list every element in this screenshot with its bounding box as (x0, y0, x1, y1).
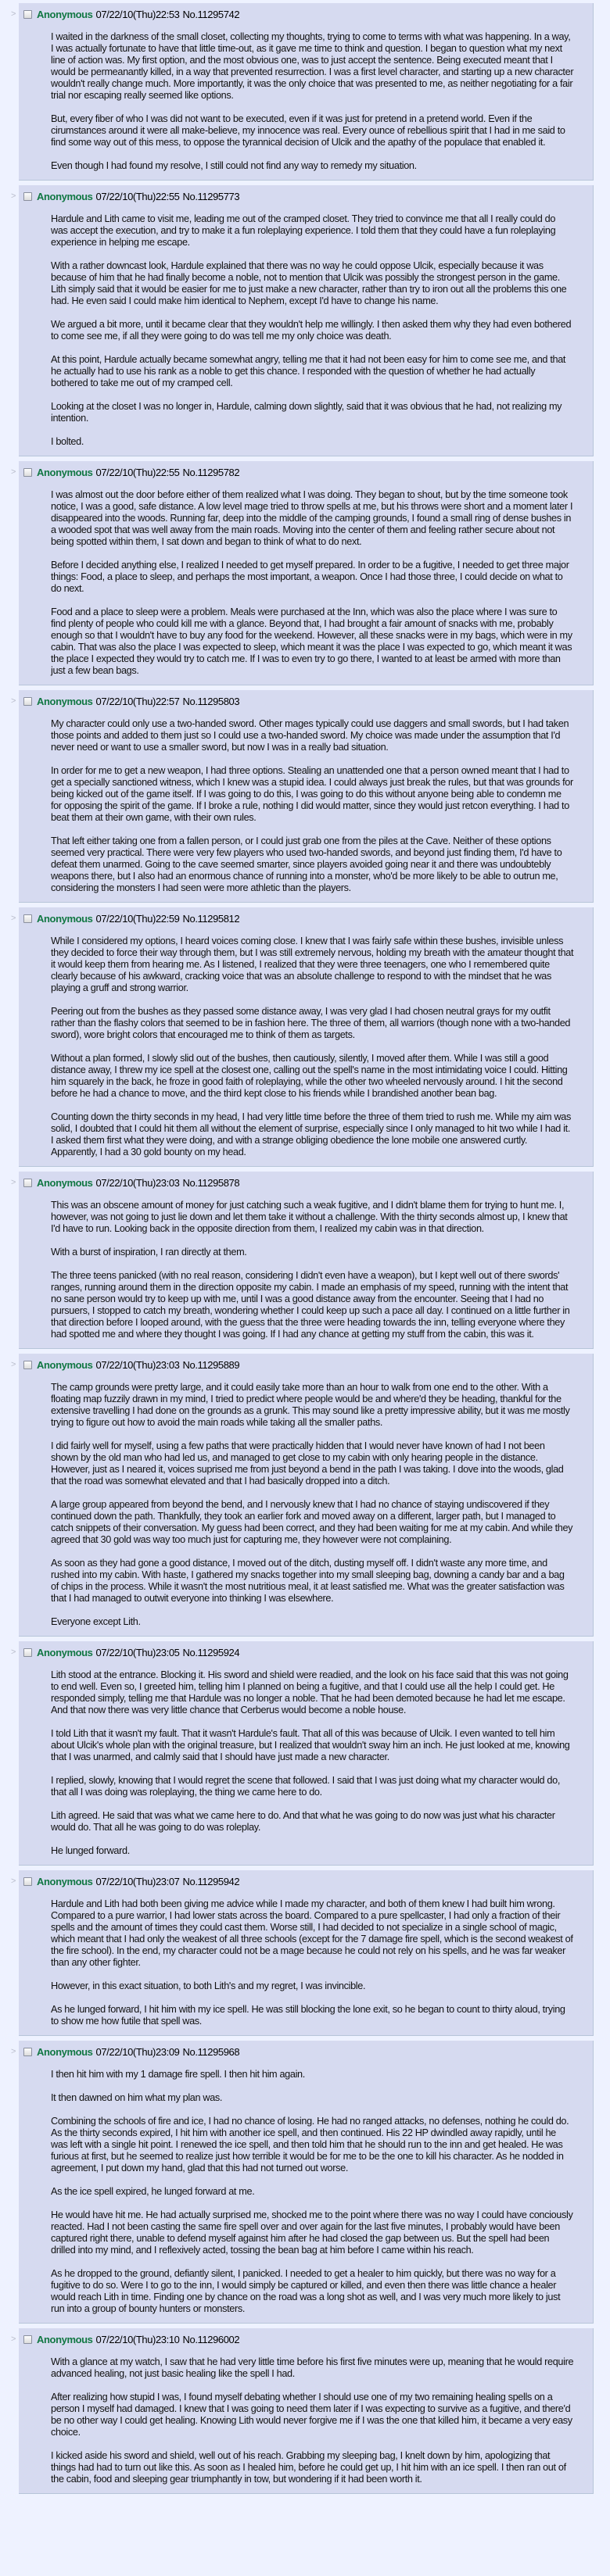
post-header (19, 190, 593, 202)
post-paragraph: As soon as they had gone a good distance, I moved out of the ditch, dusting myself off. I didn't waste any more time, and rushed into my cabin. With haste, I gathered my snacks together into my small sleeping bag, downing a candy bar and a bag of chips in the process. While it wasn't the most nutritious meal, it at least satisfied me. What was the greater satisfaction was that I had managed to outwit everyone into thinking I was elsewhere. (51, 1558, 565, 1604)
post-body (51, 718, 574, 894)
select-post-checkbox[interactable] (23, 1179, 32, 1187)
reply-arrow-icon: > (11, 696, 16, 706)
reply-post (19, 461, 594, 685)
post-paragraph: That left either taking one from a fallen person, or I could just grab one from the piles at the Cave. Neither of these options seemed very practical. There were very few players who used two-handed swords, and beyond just finding them, I'd have to defeat them unarmed. Going to the cave seemed smarter, since players avoided going near it and there was undoubtebly weapons there, but I also had an enormous chance of running into a monster, who'd be more likely to be able to outrun me, considering the monsters I had seen were more athletic than the players. (51, 835, 562, 893)
post-number-link[interactable]: No.11295942 (182, 1875, 240, 1887)
post-header (19, 1875, 593, 1887)
post-paragraph: My character could only use a two-handed sword. Other mages typically could use daggers and small swords, but I had taken those points and added to them just so I could use a two-handed sword. My choice was made under the assumption that I'd never need or want to use a smaller sword, but now I was in a really bad situation. (51, 718, 569, 753)
post-paragraph: The three teens panicked (with no real reason, considering I didn't even have a weapon), but I kept well out of there swords' ranges, running around them in the direction opposite my cabin. I made an emphasis of my speed, running with the intent that no sane person would try to keep up with me, until I was a good distance away from the encounter. Seeing that I had no pursuers, I stopped to catch my breath, wondering whether I could keep up such a pace all day. I continued on a little further in that direction before I looped around, with the guess that the three were heading towards the inn, telling everyone where they had spotted me and where they thought I was going. If I had any chance at getting my stuff from the cabin, this was it. (51, 1270, 570, 1340)
post-paragraph: However, in this exact situation, to both Lith's and my regret, I was invincible. (51, 1980, 366, 1991)
reply-row (0, 690, 610, 903)
reply-row (0, 1172, 610, 1349)
poster-name: Anonymous (37, 1875, 93, 1887)
post-number-link[interactable]: No.11295878 (182, 1176, 240, 1189)
post-paragraph: As he dropped to the ground, defiantly silent, I panicked. I needed to get a healer to him quickly, but there was no way for a fugitive to do so. Were I to go to the inn, I would simply be captured or killed, and even then there was little chance a healer would reach Lith in time. Finding one by chance on the road was a long shot as well, and I was very much more likely to just run into a group of bounty hunters or monsters. (51, 2268, 561, 2314)
select-post-checkbox[interactable] (23, 10, 32, 19)
reply-arrow-icon: > (11, 2334, 16, 2344)
post-body (51, 1669, 574, 1857)
select-post-checkbox[interactable] (23, 914, 32, 923)
select-post-checkbox[interactable] (23, 1648, 32, 1657)
post-paragraph: Even though I had found my resolve, I still could not find any way to remedy my situation. (51, 160, 417, 171)
select-post-checkbox[interactable] (23, 468, 32, 477)
post-paragraph: I replied, slowly, knowing that I would regret the scene that followed. I said that I was just doing what my character would do, that all I was doing was roleplaying, the thing we came here to do. (51, 1775, 561, 1798)
select-post-checkbox[interactable] (23, 2335, 32, 2344)
post-paragraph: I kicked aside his sword and shield, well out of his reach. Grabbing my sleeping bag, I knelt down by him, apologizing that things had had to turn out like this. As soon as I healed him, before he could get up, I hit him with an ice spell. I then ran out of the cabin, food and sleeping gear triumphantly in tow, but wondering if it had been worth it. (51, 2450, 566, 2485)
reply-post (19, 2328, 594, 2494)
post-number-link[interactable]: No.11295803 (182, 695, 240, 707)
post-body (51, 2356, 574, 2485)
post-body (51, 2069, 574, 2315)
reply-post (19, 690, 594, 903)
post-header (19, 1358, 593, 1371)
post-date: 07/22/10(Thu)23:07 (95, 1875, 180, 1887)
post-header (19, 8, 593, 20)
post-paragraph: Lith agreed. He said that was what we came here to do. And that what he was going to do now was just what his character would do. That all he was going to do was roleplay. (51, 1810, 555, 1833)
post-paragraph: Looking at the closet I was no longer in, Hardule, calming down slightly, said that it was obvious that he had, not realizing my intention. (51, 401, 562, 424)
post-paragraph: But, every fiber of who I was did not want to be executed, even if it was just for pretend in a pretend world. Even if the cirumstances around it were all make-believe, my innocence was real. Every ounce of rebellious spirit that I had in me said to find some way out of this mess, to oppose the tyrannical decision of Ulcik and the apathy of the populace that enabled it. (51, 113, 565, 148)
reply-arrow-icon: > (11, 914, 16, 923)
post-paragraph: Lith stood at the entrance. Blocking it. His sword and shield were readied, and the look on his face said that this was not going to end well. Even so, I greeted him, telling him I planned on being a fugitive, and that I could use all the help I could get. He responded simply, telling me that Hardule was no longer a noble. That he had been demoted because he had let me escape. And that now there was very little chance that Cerberus would become a noble house. (51, 1669, 569, 1716)
post-paragraph: He would have hit me. He had actually surprised me, shocked me to the point where there was no way I could have conciously reacted. Had I not been casting the same fire spell over and over again for the last five minutes, I probably would have been captured right there, unable to defend myself against him after he had closed the gap between us. But the spell had been drilled into my mind, and I reflexively acted, tossing the bean bag at him before I came within his reach. (51, 2209, 573, 2256)
poster-name: Anonymous (37, 695, 93, 707)
reply-arrow-icon: > (11, 467, 16, 477)
reply-arrow-icon: > (11, 2047, 16, 2056)
post-paragraph: In order for me to get a new weapon, I had three options. Stealing an unattended one that a person owned meant that I had to get a specially sanctioned witness, which I knew was a stupid idea. I could always just break the rules, but that was grounds for being kicked out of the game itself. If I was going to do this, I was going to do this without anyone being able to condemn me for opposing the spirit of the game. If I broke a rule, nothing I did would matter, since they would just retcon everything. I had to beat them at their own game, with their own rules. (51, 765, 573, 823)
reply-post (19, 907, 594, 1167)
post-paragraph: I was almost out the door before either of them realized what I was doing. They began to shout, but by the time someone took notice, I was a good, safe distance. A low level mage tried to throw spells at me, but his throws were short and a moment later I disappeared into the woods. Running far, deep into the middle of the camping grounds, I found a small ring of dense bushes in a wooded spot that was well away from the main roads. Moving into the center of them and feeling rather secure about not being spotted within them, I sat down and began to think of what to do next. (51, 489, 573, 547)
post-date: 07/22/10(Thu)22:53 (95, 8, 180, 20)
post-body (51, 213, 574, 448)
reply-row (0, 2328, 610, 2494)
post-number-link[interactable]: No.11295889 (182, 1358, 240, 1371)
reply-row (0, 907, 610, 1167)
poster-name: Anonymous (37, 912, 93, 925)
post-number-link[interactable]: No.11296002 (182, 2333, 240, 2345)
post-paragraph: I told Lith that it wasn't my fault. That it wasn't Hardule's fault. That all of this was because of Ulcik. I even wanted to tell him about Ulcik's whole plan with the original treasure, but I realized that wouldn't sway him an inch. He just looked at me, knowing that I was unarmed, and calmly said that I should have just made a new character. (51, 1728, 570, 1762)
reply-row (0, 1870, 610, 2036)
post-paragraph: It then dawned on him what my plan was. (51, 2092, 223, 2103)
post-body (51, 1200, 574, 1340)
select-post-checkbox[interactable] (23, 192, 32, 201)
select-post-checkbox[interactable] (23, 1361, 32, 1369)
reply-arrow-icon: > (11, 1178, 16, 1187)
post-number-link[interactable]: No.11295924 (182, 1646, 240, 1658)
post-paragraph: Counting down the thirty seconds in my head, I had very little time before the three of them tried to rush me. While my aim was solid, I doubted that I could hit them all without the element of surprise, especially since I only managed to hit two while I had it. I asked them first what they were doing, and with a strange obliging obedience the lone mobile one answered curtly. Apparently, I had a 30 gold bounty on my head. (51, 1111, 571, 1157)
poster-name: Anonymous (37, 2045, 93, 2058)
reply-row (0, 3, 610, 181)
poster-name: Anonymous (37, 190, 93, 202)
reply-arrow-icon: > (11, 9, 16, 19)
reply-row (0, 2041, 610, 2324)
post-date: 07/22/10(Thu)22:57 (95, 695, 180, 707)
select-post-checkbox[interactable] (23, 1877, 32, 1886)
post-paragraph: With a rather downcast look, Hardule explained that there was no way he could oppose Ulcik, especially because it was because of him that he had finally become a noble, not to mention that Ulcik was possibly the strongest person in the game. Lith simply said that it would be easier for me to just make a new character, rather than try to iron out all the problems this one had. He even said I could make him identical to Nephem, except I'd have to change his name. (51, 260, 567, 306)
reply-arrow-icon: > (11, 1877, 16, 1886)
post-paragraph: With a burst of inspiration, I ran directly at them. (51, 1247, 247, 1258)
post-paragraph: Before I decided anything else, I realized I needed to get myself prepared. In order to be a fugitive, I needed to get three major things: Food, a place to sleep, and perhaps the most important, a weapon. Once I had those three, I could decide on what to do next. (51, 560, 569, 594)
post-body (51, 489, 574, 677)
post-date: 07/22/10(Thu)22:55 (95, 466, 180, 478)
reply-row (0, 1354, 610, 1637)
post-body (51, 31, 574, 172)
reply-post (19, 2041, 594, 2324)
post-body (51, 1382, 574, 1628)
post-paragraph: I then hit him with my 1 damage fire spell. I then hit him again. (51, 2069, 305, 2080)
post-paragraph: This was an obscene amount of money for just catching such a weak fugitive, and I didn't blame them for trying to hunt me. I, however, was not going to just lie down and let them take it without a challenge. With the thirty seconds almost up, I knew that I'd have to run. Looking back in the opposite direction from them, I realized my cabin was in that direction. (51, 1200, 568, 1234)
reply-post (19, 1354, 594, 1637)
post-paragraph: Without a plan formed, I slowly slid out of the bushes, then cautiously, silently, I moved after them. While I was still a good distance away, I threw my ice spell at the closest one, calling out the spell's name in the most intimidating voice I could. Hitting him squarely in the back, he froze in good faith of roleplaying, while the other two wheeled nervously around. I hit the second before he had a chance to move, and the third kept close to his friends while I brandished another bean bag. (51, 1053, 568, 1099)
reply-post (19, 3, 594, 181)
reply-arrow-icon: > (11, 1360, 16, 1369)
reply-arrow-icon: > (11, 1648, 16, 1657)
post-paragraph: As he lunged forward, I hit him with my ice spell. He was still blocking the lone exit, so he began to count to thirty aloud, trying to show me how futile that spell was. (51, 2004, 565, 2027)
post-paragraph: Hardule and Lith came to visit me, leading me out of the cramped closet. They tried to convince me that all I really could do was accept the execution, and try to make it a fun roleplaying experience. I told them that they could have a fun roleplaying experience in helping me escape. (51, 213, 556, 248)
reply-row (0, 461, 610, 685)
post-number-link[interactable]: No.11295782 (182, 466, 240, 478)
post-paragraph: With a glance at my watch, I saw that he had very little time before his first five minutes were up, meaning that he would require advanced healing, not just basic healing like the spell I had. (51, 2356, 574, 2379)
post-header (19, 466, 593, 478)
post-paragraph: I bolted. (51, 436, 84, 447)
post-paragraph: After realizing how stupid I was, I found myself debating whether I should use one of my two remaining healing spells on a person I myself had damaged. I knew that I was going to need them later if I was expecting to survive as a fugitive, and there'd be no other way I could get healing. Knowing Lith would never forgive me if I was the one that killed him, it became a very easy choice. (51, 2392, 572, 2438)
post-header (19, 912, 593, 925)
reply-arrow-icon: > (11, 191, 16, 201)
poster-name: Anonymous (37, 1646, 93, 1658)
post-paragraph: Everyone except Lith. (51, 1616, 141, 1627)
select-post-checkbox[interactable] (23, 2048, 32, 2056)
poster-name: Anonymous (37, 466, 93, 478)
post-paragraph: A large group appeared from beyond the bend, and I nervously knew that I had no chance of staying undiscovered if they continued down the path. Thankfully, they took an earlier fork and moved away on a different, larger path, but I managed to catch snippets of their conversation. My guess had been correct, and they had been waiting for me at my cabin. And while they agreed that 30 gold was way too much just for capturing me, they however were not complaining. (51, 1499, 573, 1545)
reply-row (0, 1641, 610, 1866)
post-body (51, 1898, 574, 2027)
post-paragraph: Peering out from the bushes as they passed some distance away, I was very glad I had chosen neutral grays for my outfit rather than the flashy colors that seemed to be in fashion here. The three of them, all warriors (though none with a two-handed sword), wore bright colors that encouraged me to think of them as targets. (51, 1006, 571, 1040)
post-paragraph: While I considered my options, I heard voices coming close. I knew that I was fairly safe within these bushes, invisible unless they decided to force their way through them, but I was still extremely nervous, holding my breath with the amateur thought that it would keep them from hearing me. As I listened, I realized that they were three teenagers, one who I remembered quite clearly because of his awkward, cracking voice that was an absolute challenge to respond to with the mindset that he was playing a gruff and strong warrior. (51, 936, 574, 993)
poster-name: Anonymous (37, 1176, 93, 1189)
post-date: 07/22/10(Thu)22:55 (95, 190, 180, 202)
poster-name: Anonymous (37, 2333, 93, 2345)
post-date: 07/22/10(Thu)23:10 (95, 2333, 180, 2345)
poster-name: Anonymous (37, 1358, 93, 1371)
post-paragraph: Food and a place to sleep were a problem. Meals were purchased at the Inn, which was also the place where I was sure to find plenty of people who could kill me with a glance. Beyond that, I had brought a fair amount of snacks with me, probably enough so that I wouldn't have to buy any food for the weekend. However, all these snacks were in my bags, which were in my cabin. That was also the place I was expected to sleep, which meant it was the place I was expected to go, which meant it was the place I expected they would try to catch me. If I was to even try to go there, I wanted to at least be armed with more than just a few bean bags. (51, 606, 572, 676)
post-header (19, 695, 593, 707)
post-header (19, 1176, 593, 1189)
reply-row (0, 185, 610, 456)
post-date: 07/22/10(Thu)23:05 (95, 1646, 180, 1658)
select-post-checkbox[interactable] (23, 697, 32, 706)
post-date: 07/22/10(Thu)23:03 (95, 1176, 180, 1189)
post-header (19, 2045, 593, 2058)
post-paragraph: As the ice spell expired, he lunged forward at me. (51, 2186, 255, 2197)
post-paragraph: We argued a bit more, until it became clear that they wouldn't help me willingly. I then asked them why they had even bothered to come see me, if all they were going to do was tell me my only choice was death. (51, 319, 572, 342)
post-number-link[interactable]: No.11295812 (182, 912, 240, 925)
reply-post (19, 1870, 594, 2036)
post-number-link[interactable]: No.11295968 (182, 2045, 240, 2058)
post-number-link[interactable]: No.11295773 (182, 190, 240, 202)
post-date: 07/22/10(Thu)23:03 (95, 1358, 180, 1371)
post-paragraph: At this point, Hardule actually became somewhat angry, telling me that it had not been easy for him to come see me, and that he actually had to use his rank as a noble to get this chance. I responded with the question of whether he had actually bothered to take me out of my cramped cell. (51, 354, 566, 388)
post-body (51, 936, 574, 1158)
post-header (19, 2333, 593, 2345)
post-paragraph: I did fairly well for myself, using a few paths that were practically hidden that I would never have known of had I not been shown by the old man who had led us, and managed to get close to my cabin with only hearing people in the distance. However, just as I neared it, voices suprised me from just beyond a bend in the path I was taking. I dove into the woods, glad that the road was somewhat elevated and that I had basically dropped into a ditch. (51, 1440, 564, 1487)
post-paragraph: I waited in the darkness of the small closet, collecting my thoughts, trying to come to terms with what was happening. In a way, I was actually fortunate to have that little time-out, as it gave me time to think and question. I began to question what my next line of action was. My first option, and the most obvious one, was to just accept the sentence. Being executed meant that I would be permeanantly killed, in a way that prevented resurrection. I was a first level character, and starting up a new character wouldn't really change much. More importantly, it was the only choice that was presented to me, as neither negotiating for a fair trial nor escaping really seemed like options. (51, 31, 574, 101)
post-paragraph: Hardule and Lith had both been giving me advice while I made my character, and both of them knew I had built him wrong. Compared to a pure warrior, I had lower stats across the board. Compared to a pure spellcaster, I had only a fraction of their spells and the amount of times they could cast them. Worse still, I had decided to not specialize in a single school of magic, which meant that I had only the weakest of all three schools (except for the 7 damage fire spell, which is the second weakest of the fire school). In the end, my character could not be a mage because he could not rely on his spells, and he was far weaker than any other fighter. (51, 1898, 573, 1968)
reply-post (19, 1641, 594, 1866)
post-paragraph: The camp grounds were pretty large, and it could easily take more than an hour to walk from one end to the other. With a floating map fuzzily drawn in my mind, I tried to predict where people would be and where'd they be heading, thankful for the extensive travelling I had done on the grounds as a grunk. This may sound like a pretty impressive ability, but it was me mostly trying to figure out how to avoid the main roads while taking all the smaller paths. (51, 1382, 570, 1428)
poster-name: Anonymous (37, 8, 93, 20)
post-paragraph: Combining the schools of fire and ice, I had no chance of losing. He had no ranged attacks, no defenses, nothing he could do. As the thirty seconds expired, I hit him with another ice spell, and then continued. His 22 HP dwindled away rapidly, until he was left with a single hit point. I renewed the ice spell, and then told him that he should run to the inn and get healed. He was furious at first, but he seemed to realize just how terrible it would be for me to be the one to kill his character. As he nodded in agreement, I put down my hand, glad that this had not turned out worse. (51, 2116, 569, 2174)
post-date: 07/22/10(Thu)22:59 (95, 912, 180, 925)
post-date: 07/22/10(Thu)23:09 (95, 2045, 180, 2058)
reply-post (19, 185, 594, 456)
post-header (19, 1646, 593, 1658)
post-paragraph: He lunged forward. (51, 1845, 130, 1856)
post-number-link[interactable]: No.11295742 (182, 8, 240, 20)
reply-post (19, 1172, 594, 1349)
